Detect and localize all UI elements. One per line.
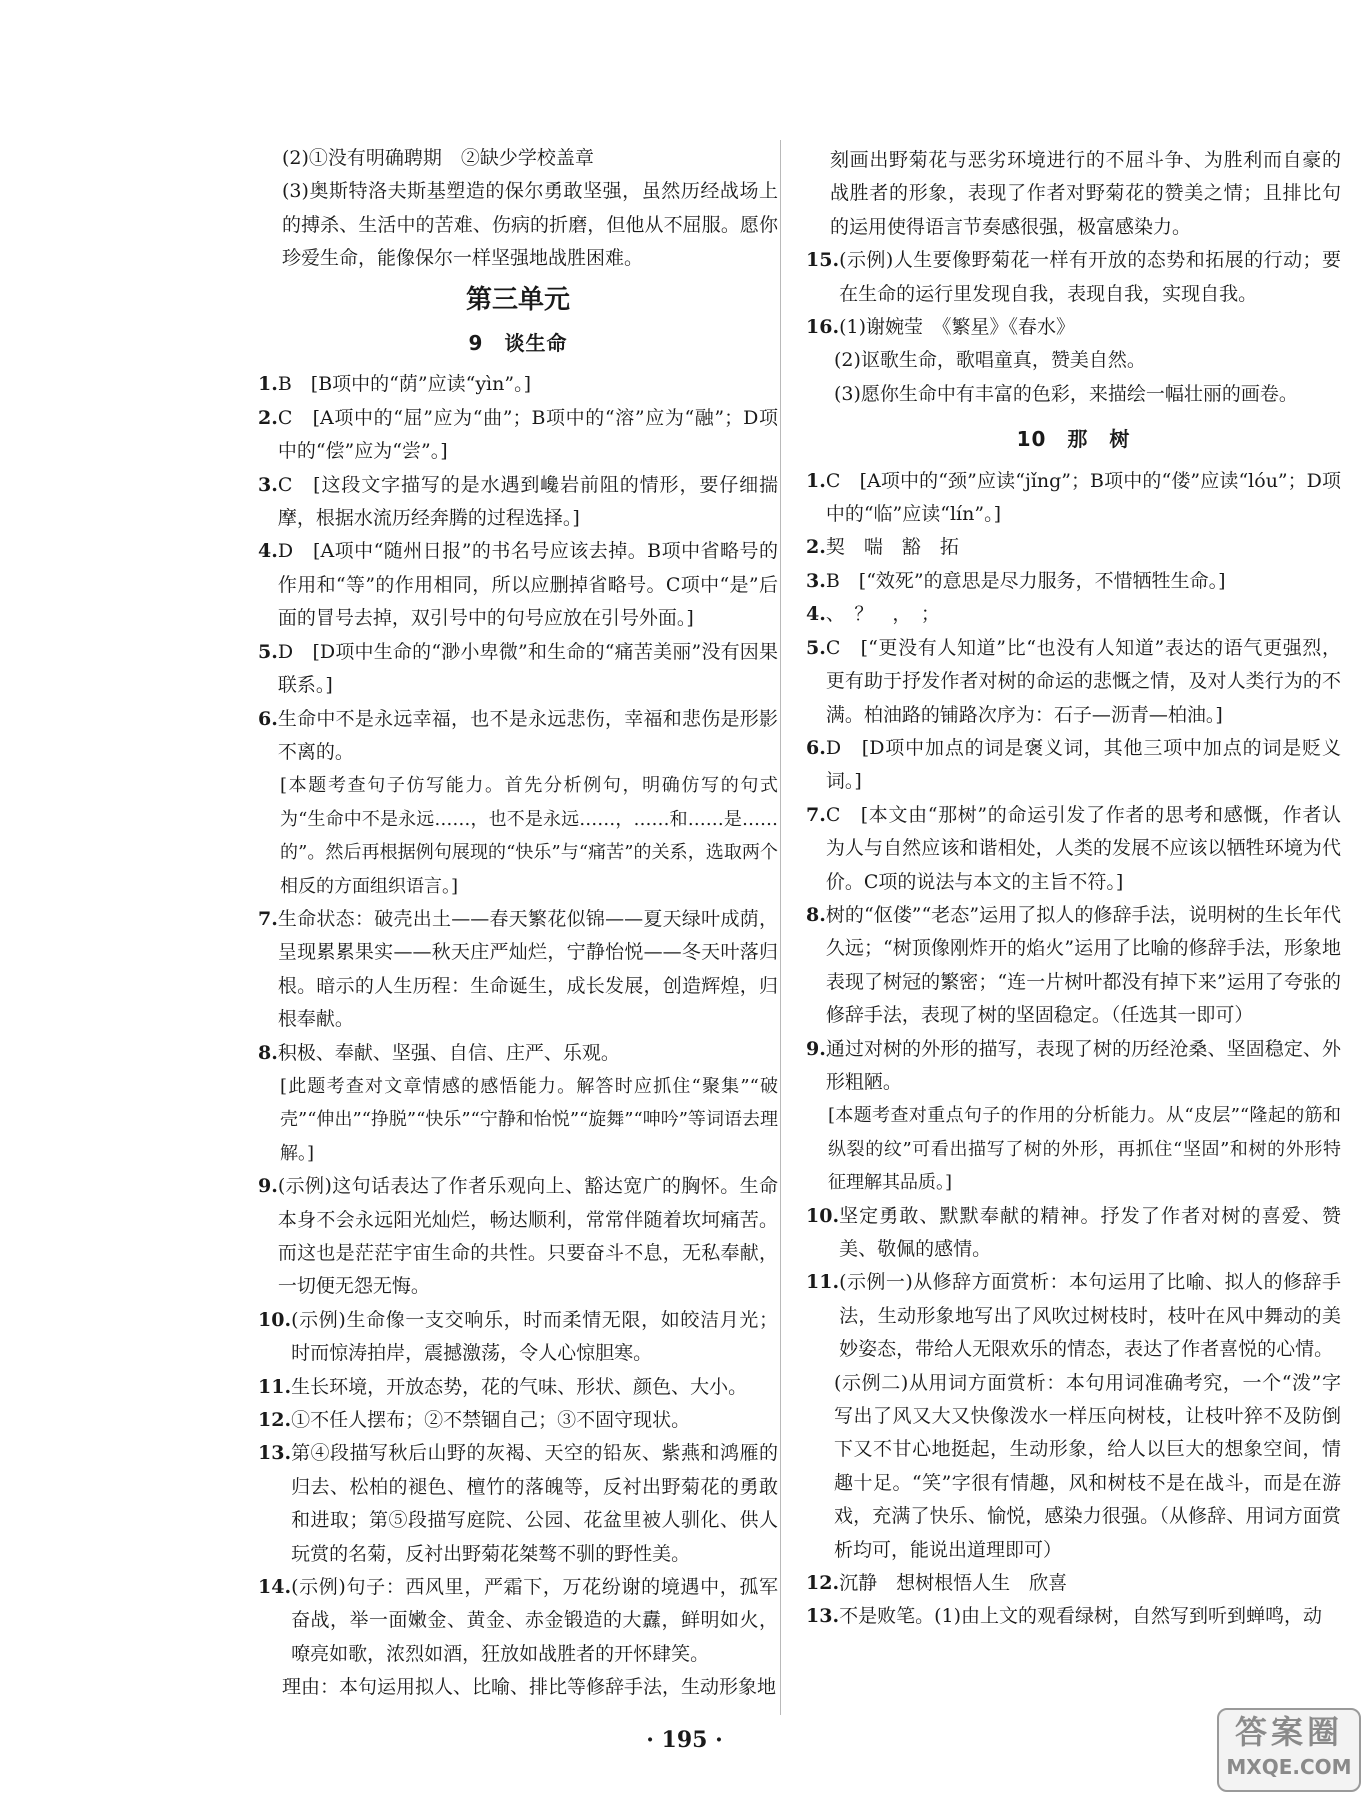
answer-item: 16. (1)谢婉莹 《繁星》《春水》	[806, 316, 1075, 339]
answer-item: 4. 、 ？ ， ；	[806, 603, 940, 626]
pre-line: (2)①没有明确聘期 ②缺少学校盖章	[282, 147, 594, 169]
left-column	[258, 142, 778, 1705]
answer-item: 13. 第④段描写秋后山野的灰褐、天空的铅灰、紫燕和鸿雁的归去、松柏的褪色、檀竹的落魄等，反衬出野菊花的勇敢和进取；第⑤段描写庭院、公园、花盆里被人驯化、供人玩赏的名菊，反衬出野菊花桀骜不驯的野性美。	[258, 1442, 778, 1565]
right-column	[806, 144, 1341, 1634]
answer-item: 12. 沉静 想树根悟人生 欣喜	[806, 1572, 1068, 1595]
answer-item: 2. 契 喘 豁 拓	[806, 536, 959, 559]
example-answer: (示例二)从用词方面赏析：本句用词准确考究，一个“泼”字写出了风又大又快像泼水一样压向树枝，让枝叶猝不及防倒下又不甘心地挺起，生动形象，给人以巨大的想象空间，情趣十足。“笑”字很有情趣，风和树枝不是在战斗，而是在游戏，充满了快乐、愉悦，感染力很强。（从修辞、用词方面赏析均可，能说出道理即可）	[834, 1371, 1341, 1561]
watermark-logo	[1217, 1708, 1361, 1792]
answer-item: 11. 生长环境，开放态势，花的气味、形状、颜色、大小。	[258, 1375, 748, 1398]
answer-note: [本题考查句子仿写能力。首先分析例句，明确仿写的句式为“生命中不是永远……，也不是永远……，……和……是……的”。然后再根据例句展现的“快乐”与“痛苦”的关系，选取两个相反的方面组织语言。]	[280, 775, 778, 897]
answer-item: 7. 生命状态：破壳出土——春天繁花似锦——夏天绿叶成荫，呈现累累果实——秋天庄严灿烂，宁静怡悦——冬天叶落归根。暗示的人生历程：生命诞生，成长发展，创造辉煌，归根奉献。	[258, 907, 778, 1031]
lesson-title: 9 谈生命	[468, 331, 568, 356]
pre-line: (3)奥斯特洛夫斯基塑造的保尔勇敢坚强，虽然历经战场上的搏杀、生活中的苦难、伤病的折磨，但他从不屈服。愿你珍爱生命，能像保尔一样坚强地战胜困难。	[282, 180, 778, 270]
answer-item: 15. (示例)人生要像野菊花一样有开放的态势和拓展的行动；要在生命的运行里发现自我，表现自我，实现自我。	[806, 249, 1341, 305]
answer-item: 3. C [这段文字描写的是水遇到巉岩前阻的情形，要仔细揣摩，根据水流历经奔腾的过程选择。]	[258, 473, 778, 530]
answer-item: 1. C [A项中的“颈”应读“jǐng”；B项中的“偻”应读“lóu”；D项中的“临”应读“lín”。]	[806, 469, 1341, 526]
answer-item: 6. 生命中不是永远幸福，也不是永远悲伤，幸福和悲伤是形影不离的。	[258, 707, 778, 763]
watermark-url: MXQE.COM	[1226, 1755, 1352, 1779]
answer-item: 4. D [A项中“随州日报”的书名号应该去掉。B项中省略号的作用和“等”的作用相同，所以应删掉省略号。C项中“是”后面的冒号去掉，双引号中的句号应放在引号外面。]	[258, 540, 778, 630]
answer-item: 3. B [“效死”的意思是尽力服务，不惜牺牲生命。]	[806, 569, 1226, 592]
answer-item: 11. (示例一)从修辞方面赏析：本句运用了比喻、拟人的修辞手法，生动形象地写出了风吹过树枝时，枝叶在风中舞动的美妙姿态，带给人无限欢乐的情态，表达了作者喜悦的心情。	[806, 1271, 1341, 1361]
lesson-title: 10 那 树	[1016, 427, 1131, 452]
page-number: · 195 ·	[646, 1727, 723, 1753]
answer-item: 12. ①不任人摆布；②不禁锢自己；③不固守现状。	[258, 1409, 691, 1432]
answer-item: 7. C [本文由“那树”的命运引发了作者的思考和感慨，作者认为人与自然应该和谐相处，人类的发展不应该以牺牲环境为代价。C项的说法与本文的主旨不符。]	[806, 803, 1341, 893]
answer-item: 8. 积极、奉献、坚强、自信、庄严、乐观。	[258, 1041, 620, 1064]
answer-item: 5. D [D项中生命的“渺小卑微”和生命的“痛苦美丽”没有因果联系。]	[258, 640, 778, 697]
answer-item: 9. 通过对树的外形的描写，表现了树的历经沧桑、坚固稳定、外形粗陋。	[806, 1037, 1341, 1093]
answer-note: [此题考查对文章情感的感悟能力。解答时应抓住“聚集”“破壳”“伸出”“挣脱”“快乐”“宁静和怡悦”“旋舞”“呻吟”等词语去理解。]	[280, 1075, 778, 1164]
answer-note: [本题考查对重点句子的作用的分析能力。从“皮层”“隆起的筋和纵裂的纹”可看出描写了树的外形，再抓住“坚固”和树的外形特征理解其品质。]	[828, 1105, 1341, 1194]
answer-item: 10. 坚定勇敢、默默奉献的精神。抒发了作者对树的喜爱、赞美、敬佩的感情。	[806, 1204, 1341, 1260]
answer-item: 10. (示例)生命像一支交响乐，时而柔情无限，如皎洁月光；时而惊涛拍岸，震撼激荡，令人心惊胆寒。	[258, 1308, 778, 1365]
answer-item: 8. 树的“伛偻”“老态”运用了拟人的修辞手法，说明树的生长年代久远；“树顶像刚炸开的焰火”运用了比喻的修辞手法，形象地表现了树冠的繁密；“连一片树叶都没有掉下来”运用了夸张的修辞手法，表现了树的坚固稳定。（任选其一即可）	[806, 903, 1341, 1027]
sub-answer: (3)愿你生命中有丰富的色彩，来描绘一幅壮丽的画卷。	[834, 382, 1298, 405]
answer-item: 5. C [“更没有人知道”比“也没有人知道”表达的语气更强烈，更有助于抒发作者对树的命运的悲慨之情，及对人类行为的不满。柏油路的铺路次序为：石子—沥青—柏油。]	[806, 636, 1341, 726]
answer-item: 2. C [A项中的“屈”应为“曲”；B项中的“溶”应为“融”；D项中的“偿”应为“尝”。]	[258, 406, 778, 463]
answer-item: 14. (示例)句子：西风里，严霜下，万花纷谢的境遇中，孤军奋战，举一面嫩金、黄金、赤金锻造的大纛，鲜明如火，嘹亮如歌，浓烈如酒，狂放如战胜者的开怀肆笑。	[258, 1576, 778, 1665]
unit-title: 第三单元	[465, 284, 570, 315]
answer-item: 1. B [B项中的“荫”应读“yìn”。]	[258, 373, 531, 396]
watermark-logo-text: 答案圈	[1234, 1713, 1343, 1751]
sub-answer: (2)讴歌生命，歌唱童真，赞美自然。	[834, 349, 1146, 372]
answer-item: 13. 不是败笔。(1)由上文的观看绿树，自然写到听到蝉鸣，动	[806, 1605, 1322, 1628]
continued-text: 刻画出野菊花与恶劣环境进行的不屈斗争、为胜利而自豪的战胜者的形象，表现了作者对野菊花的赞美之情；且排比句的运用使得语言节奏感很强，极富感染力。	[830, 149, 1341, 238]
answer-reason: 理由：本句运用拟人、比喻、排比等修辞手法，生动形象地	[282, 1676, 777, 1699]
answer-item: 6. D [D项中加点的词是褒义词，其他三项中加点的词是贬义词。]	[806, 736, 1341, 793]
answer-item: 9. (示例)这句话表达了作者乐观向上、豁达宽广的胸怀。生命本身不会永远阳光灿烂，畅达顺利，常常伴随着坎坷痛苦。而这也是茫茫宇宙生命的共性。只要奋斗不息，无私奉献，一切便无怨无悔。	[258, 1175, 778, 1298]
column-divider	[780, 140, 781, 1715]
